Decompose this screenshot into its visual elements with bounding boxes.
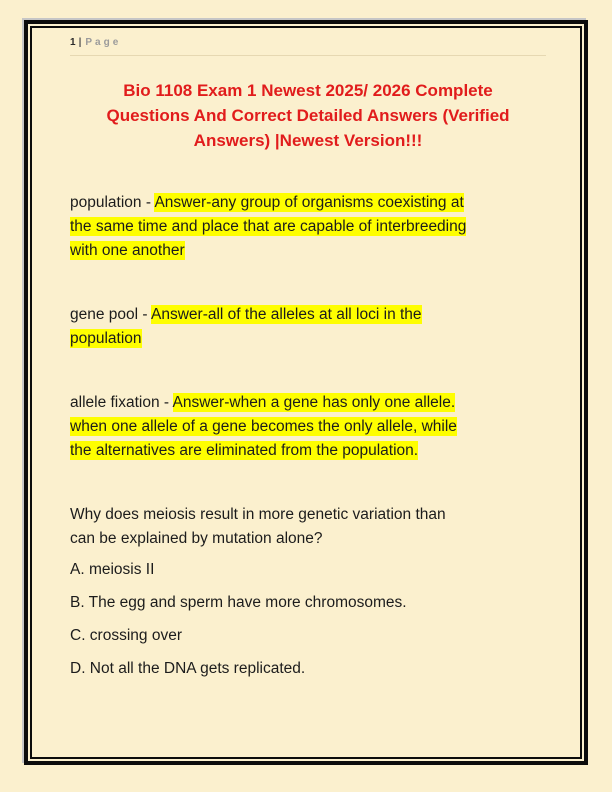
qa-line — [70, 327, 546, 351]
qa-line — [70, 415, 546, 439]
qa-term: population - — [70, 194, 155, 211]
qa-line — [70, 191, 546, 215]
qa-line — [70, 391, 546, 415]
title-line-2: Questions And Correct Detailed Answers (Verified — [106, 106, 510, 125]
qa-term: gene pool - — [70, 306, 152, 323]
page-frame — [24, 20, 588, 765]
page-frame-inner — [30, 26, 582, 759]
title-line-3: Answers) |Newest Version!!! — [193, 131, 423, 150]
qa-term: allele fixation - — [70, 394, 173, 411]
title-line-1: Bio 1108 Exam 1 Newest 2025/ 2026 Complete — [123, 81, 493, 100]
option-item-c: C. crossing over — [70, 627, 182, 644]
option-item-b: B. The egg and sperm have more chromosomes. — [70, 594, 407, 611]
qa-item-gene-pool — [70, 303, 546, 351]
option-item-a: A. meiosis II — [70, 561, 155, 578]
page-number-separator: | — [78, 37, 82, 48]
page-number: 1 — [70, 37, 76, 48]
qa-line — [70, 239, 546, 263]
qa-line — [70, 215, 546, 239]
question-text — [70, 503, 546, 551]
question-line-2: can be explained by mutation alone? — [70, 530, 323, 547]
page-content — [32, 28, 580, 757]
qa-answer-highlight: Answer-any group of organisms coexisting at — [154, 194, 464, 211]
qa-answer-highlight: with one another — [70, 242, 185, 259]
qa-answer-highlight: the alternatives are eliminated from the population. — [70, 442, 419, 459]
qa-item-population — [70, 191, 546, 263]
qa-answer-highlight: Answer-when a gene has only one allele. — [172, 394, 456, 411]
option-item-d: D. Not all the DNA gets replicated. — [70, 660, 306, 677]
page-header — [70, 37, 546, 56]
qa-item-allele-fixation — [70, 391, 546, 463]
document-title — [70, 78, 546, 153]
question-line-1: Why does meiosis result in more genetic variation than — [70, 506, 446, 523]
qa-answer-highlight: when one allele of a gene becomes the only allele, while — [70, 418, 457, 435]
page-label: Page — [85, 37, 122, 48]
qa-section — [70, 191, 546, 681]
qa-answer-highlight: the same time and place that are capable of interbreeding — [70, 218, 467, 235]
qa-line — [70, 439, 546, 463]
qa-answer-highlight: population — [70, 330, 142, 347]
qa-answer-highlight: Answer-all of the alleles at all loci in the — [151, 306, 422, 323]
qa-line — [70, 303, 546, 327]
